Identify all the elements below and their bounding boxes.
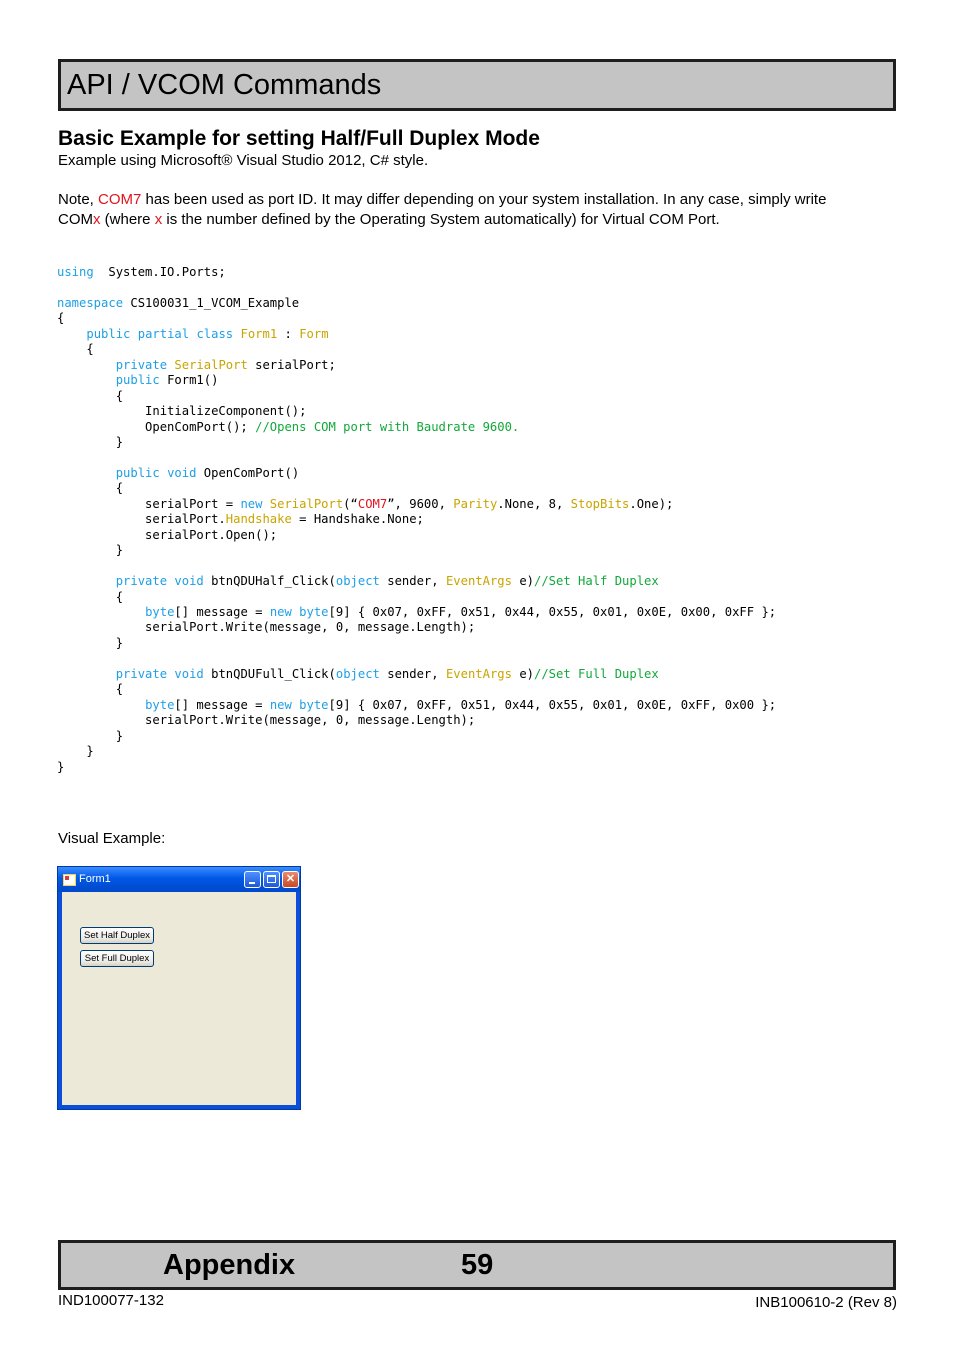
- code-line: [57, 590, 776, 605]
- code-token: public: [115, 465, 160, 480]
- code-token: [57, 698, 145, 712]
- intro-text: Example using Microsoft® Visual Studio 2012, C# style.: [58, 152, 429, 169]
- code-token: byte: [299, 604, 329, 619]
- code-token: OpenComPort();: [57, 419, 256, 434]
- code-token: [57, 605, 145, 619]
- code-token: e): [511, 574, 534, 589]
- code-token: serialPort;: [247, 357, 336, 372]
- note-text: is the number defined by the Operating System automatically) for Virtual COM Port.: [162, 211, 720, 228]
- code-token: [262, 497, 269, 511]
- footer-section: Appendix: [163, 1249, 296, 1281]
- maximize-button[interactable]: [263, 871, 280, 888]
- code-token: class: [196, 326, 234, 341]
- code-token: btnQDUHalf_Click(: [203, 574, 336, 589]
- code-line: [57, 404, 776, 419]
- code-token: serialPort.: [57, 512, 226, 527]
- code-token: [9] { 0x07, 0xFF, 0x51, 0x44, 0x55, 0x01, 0x0E, 0x00, 0xFF };: [328, 604, 777, 619]
- code-token: [160, 466, 167, 480]
- code-token: private: [115, 574, 168, 589]
- form-window: [57, 866, 301, 1110]
- page-header: [58, 59, 896, 111]
- code-token: [57, 373, 116, 387]
- code-token: Handshake: [225, 512, 292, 527]
- code-line: [57, 651, 776, 666]
- code-token: public: [115, 373, 160, 388]
- code-token: }: [57, 543, 124, 558]
- code-token: object: [335, 666, 380, 681]
- code-line: [57, 420, 776, 435]
- note-variable: x: [93, 211, 101, 228]
- code-token: new: [269, 697, 292, 712]
- code-token: }: [57, 744, 94, 759]
- code-token: InitializeComponent();: [57, 404, 307, 419]
- code-token: EventArgs: [445, 666, 512, 681]
- code-line: [57, 543, 776, 558]
- code-token: {: [57, 589, 124, 604]
- code-token: new: [240, 496, 263, 511]
- note-text: (where: [100, 211, 155, 228]
- code-token: [] message =: [174, 697, 270, 712]
- code-token: new: [269, 604, 292, 619]
- window-titlebar[interactable]: [58, 867, 300, 892]
- code-token: Form: [299, 326, 329, 341]
- code-line: [57, 713, 776, 728]
- note-port: COM7: [98, 191, 142, 208]
- code-token: Parity: [453, 496, 498, 511]
- note-text: COM: [58, 211, 93, 228]
- code-line: [57, 265, 776, 280]
- code-token: //Set Full Duplex: [534, 666, 659, 681]
- code-token: [57, 358, 116, 372]
- code-line: [57, 389, 776, 404]
- code-line: [57, 280, 776, 295]
- code-token: .One);: [629, 496, 674, 511]
- note-paragraph: [58, 190, 826, 230]
- code-line: [57, 760, 776, 775]
- code-token: using: [57, 265, 94, 279]
- code-line: [57, 466, 776, 481]
- document-code-right: INB100610-2 (Rev 8): [755, 1294, 897, 1311]
- code-line: [57, 497, 776, 512]
- code-line: [57, 620, 776, 635]
- page-footer: [58, 1240, 896, 1290]
- minimize-icon: [249, 882, 255, 884]
- code-token: {: [57, 342, 94, 357]
- code-token: Form1(): [159, 373, 219, 388]
- visual-example-label: Visual Example:: [58, 830, 166, 847]
- code-token: //Opens COM port with Baudrate 9600.: [255, 419, 520, 434]
- code-line: [57, 358, 776, 373]
- code-line: [57, 450, 776, 465]
- code-token: [57, 667, 116, 681]
- code-block: [57, 265, 776, 775]
- code-line: [57, 682, 776, 697]
- code-token: :: [277, 326, 300, 341]
- code-line: [57, 296, 776, 311]
- code-line: [57, 528, 776, 543]
- code-line: [57, 327, 776, 342]
- code-token: void: [167, 465, 197, 480]
- page-number: 59: [461, 1249, 494, 1281]
- note-text: has been used as port ID. It may differ depending on your system installation. In any case, simply write: [141, 191, 827, 208]
- code-token: serialPort =: [57, 496, 241, 511]
- code-token: ”, 9600,: [387, 496, 454, 511]
- code-token: SerialPort: [269, 496, 344, 511]
- code-line: [57, 744, 776, 759]
- close-icon: ✕: [285, 873, 296, 885]
- maximize-icon: [267, 875, 276, 883]
- code-token: [57, 466, 116, 480]
- code-token: partial: [137, 326, 190, 341]
- code-line: [57, 605, 776, 620]
- code-token: }: [57, 728, 124, 743]
- code-token: CS100031_1_VCOM_Example: [123, 295, 300, 310]
- code-token: [57, 574, 116, 588]
- code-token: byte: [145, 604, 175, 619]
- code-token: {: [57, 481, 124, 496]
- code-token: [130, 327, 137, 341]
- code-token: btnQDUFull_Click(: [203, 666, 336, 681]
- code-token: serialPort.Open();: [57, 527, 278, 542]
- code-line: [57, 512, 776, 527]
- code-line: [57, 667, 776, 682]
- code-line: [57, 481, 776, 496]
- code-token: serialPort.Write(message, 0, message.Length);: [57, 620, 476, 635]
- code-line: [57, 698, 776, 713]
- code-token: OpenComPort(): [196, 465, 300, 480]
- code-token: {: [57, 682, 124, 697]
- code-token: StopBits: [570, 496, 630, 511]
- code-token: public: [86, 326, 131, 341]
- code-token: {: [57, 311, 65, 326]
- minimize-button[interactable]: [244, 871, 261, 888]
- code-line: [57, 311, 776, 326]
- code-token: [57, 327, 86, 341]
- code-token: e): [511, 666, 534, 681]
- code-token: namespace: [57, 295, 124, 310]
- code-line: [57, 574, 776, 589]
- header-title: API / VCOM Commands: [67, 69, 382, 101]
- code-token: (“: [343, 496, 358, 511]
- note-variable: x: [154, 211, 163, 228]
- code-line: [57, 373, 776, 388]
- document-code-left: IND100077-132: [58, 1292, 164, 1309]
- code-token: }: [57, 759, 65, 774]
- app-icon: [63, 874, 76, 886]
- code-token: void: [174, 666, 204, 681]
- code-token: void: [174, 574, 204, 589]
- code-token: byte: [145, 697, 175, 712]
- code-token: private: [115, 357, 168, 372]
- code-line: [57, 342, 776, 357]
- code-line: [57, 636, 776, 651]
- code-token: [] message =: [174, 604, 270, 619]
- code-line: [57, 435, 776, 450]
- section-title: Basic Example for setting Half/Full Duplex Mode: [58, 127, 540, 150]
- code-token: COM7: [357, 496, 388, 511]
- code-token: [9] { 0x07, 0xFF, 0x51, 0x44, 0x55, 0x01, 0x0E, 0xFF, 0x00 };: [328, 697, 777, 712]
- code-token: serialPort.Write(message, 0, message.Length);: [57, 713, 476, 728]
- set-half-duplex-button[interactable]: Set Half Duplex: [80, 927, 154, 944]
- code-token: sender,: [379, 574, 446, 589]
- code-token: System.IO.Ports;: [93, 265, 226, 279]
- code-token: = Handshake.None;: [291, 512, 424, 527]
- window-client-area: [62, 892, 296, 1105]
- code-token: sender,: [379, 666, 446, 681]
- code-token: }: [57, 635, 124, 650]
- code-token: //Set Half Duplex: [534, 574, 659, 589]
- code-token: EventArgs: [445, 574, 512, 589]
- code-token: {: [57, 388, 124, 403]
- close-button[interactable]: [282, 871, 299, 888]
- set-full-duplex-button[interactable]: Set Full Duplex: [80, 950, 154, 967]
- code-line: [57, 559, 776, 574]
- code-token: Form1: [240, 326, 278, 341]
- code-token: }: [57, 434, 124, 449]
- note-text: Note,: [58, 191, 99, 208]
- code-token: SerialPort: [174, 357, 248, 372]
- code-token: private: [115, 666, 168, 681]
- window-title: Form1: [79, 873, 111, 885]
- code-token: byte: [299, 697, 329, 712]
- code-token: .None, 8,: [497, 496, 571, 511]
- code-token: object: [335, 574, 380, 589]
- code-line: [57, 729, 776, 744]
